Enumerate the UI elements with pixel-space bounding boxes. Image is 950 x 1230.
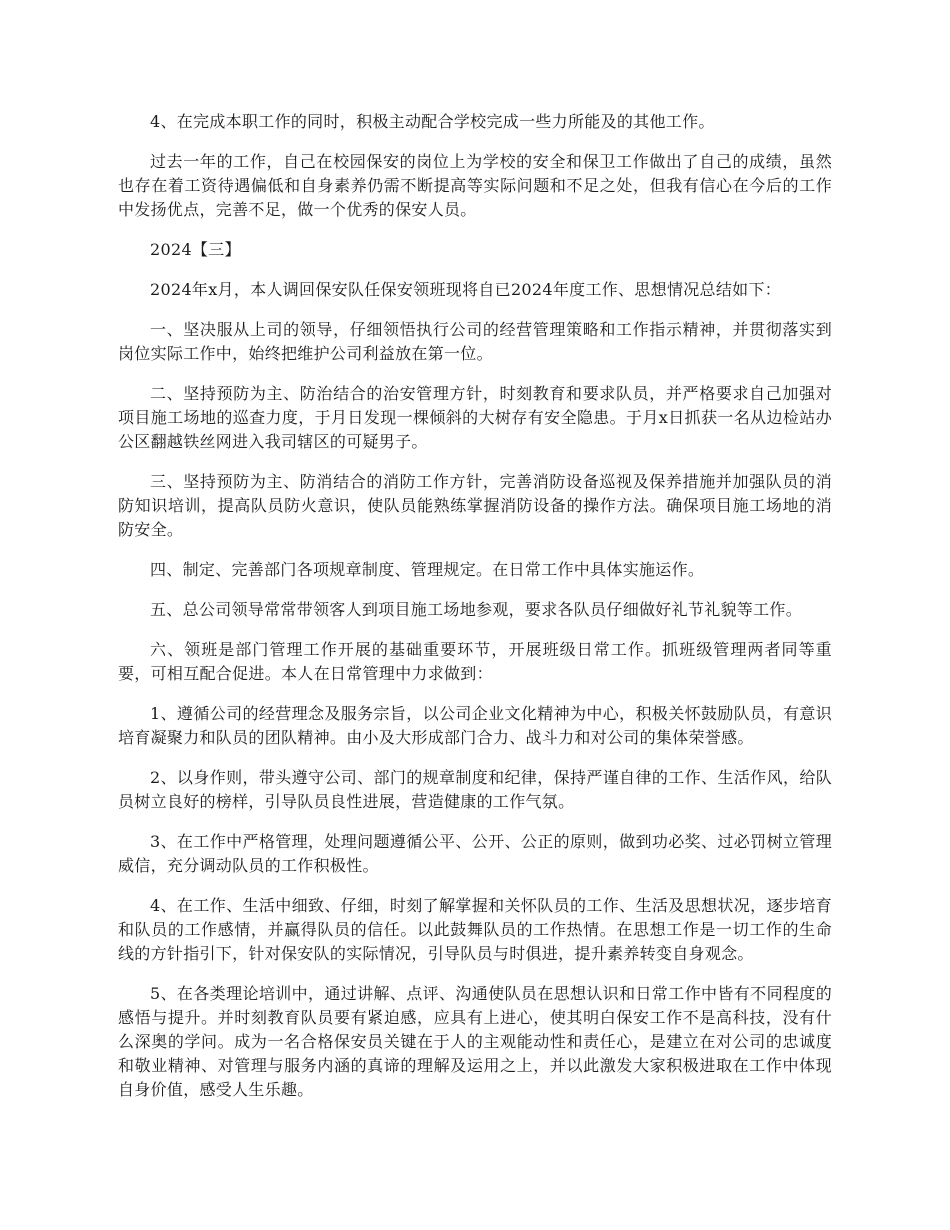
section-heading: 2024【三】 xyxy=(150,240,241,259)
paragraph-point-5: 五、总公司领导常常带领客人到项目施工场地参观，要求各队员仔细做好礼节礼貌等工作。 xyxy=(150,600,803,619)
paragraph-point-6: 六、领班是部门管理工作开展的基础重要环节，开展班级日常工作。抓班级管理两者同等重要，可相互配合促进。本人在日常管理中力求做到： xyxy=(118,640,832,683)
paragraph-subpoint-4: 4、在工作、生活中细致、仔细，时刻了解掌握和关怀队员的工作、生活及思想状况，逐步培育和队员的工作感情，并赢得队员的信任。以此鼓舞队员的工作热情。在思想工作是一切工作的生命线的方针指引下，针对保安队的实际情况，引导队员与时俱进，提升素养转变自身观念。 xyxy=(118,896,832,963)
paragraph-point-2: 二、坚持预防为主、防治结合的治安管理方针，时刻教育和要求队员，并严格要求自己加强对项目施工场地的巡查力度，于月日发现一棵倾斜的大树存有安全隐患。于月x日抓获一名从边检站办公区翻越铁丝网进入我司辖区的可疑男子。 xyxy=(118,384,832,451)
paragraph-subpoint-3: 3、在工作中严格管理，处理问题遵循公平、公开、公正的原则，做到功必奖、过必罚树立管理威信，充分调动队员的工作积极性。 xyxy=(118,832,832,875)
paragraph-year-review: 过去一年的工作，自己在校园保安的岗位上为学校的安全和保卫工作做出了自己的成绩，虽然也存在着工资待遇偏低和自身素养仍需不断提高等实际问题和不足之处，但我有信心在今后的工作中发扬优点，完善不足，做一个优秀的保安人员。 xyxy=(118,152,832,219)
document-body xyxy=(118,110,832,1102)
paragraph-item-4-cooperation: 4、在完成本职工作的同时，积极主动配合学校完成一些力所能及的其他工作。 xyxy=(150,112,715,131)
paragraph-point-1: 一、坚决服从上司的领导，仔细领悟执行公司的经营管理策略和工作指示精神，并贯彻落实到岗位实际工作中，始终把维护公司利益放在第一位。 xyxy=(118,320,832,363)
paragraph-point-4: 四、制定、完善部门各项规章制度、管理规定。在日常工作中具体实施运作。 xyxy=(150,560,705,579)
paragraph-subpoint-5: 5、在各类理论培训中，通过讲解、点评、沟通使队员在思想认识和日常工作中皆有不同程度的感悟与提升。并时刻教育队员要有紧迫感，应具有上进心，使其明白保安工作不是高科技，没有什么深奥的学问。成为一名合格保安员关键在于人的主观能动性和责任心，是建立在对公司的忠诚度和敬业精神、对管理与服务内涵的真谛的理解及运用之上，并以此激发大家积极进取在工作中体现自身价值，感受人生乐趣。 xyxy=(118,984,832,1099)
paragraph-subpoint-1: 1、遵循公司的经营理念及服务宗旨，以公司企业文化精神为中心，积极关怀鼓励队员，有意识培育凝聚力和队员的团队精神。由小及大形成部门合力、战斗力和对公司的集体荣誉感。 xyxy=(118,704,832,747)
paragraph-point-3: 三、坚持预防为主、防消结合的消防工作方针，完善消防设备巡视及保养措施并加强队员的消防知识培训，提高队员防火意识，使队员能熟练掌握消防设备的操作方法。确保项目施工场地的消防安全。 xyxy=(118,472,832,539)
paragraph-subpoint-2: 2、以身作则，带头遵守公司、部门的规章制度和纪律，保持严谨自律的工作、生活作风，给队员树立良好的榜样，引导队员良性进展，营造健康的工作气氛。 xyxy=(118,768,832,811)
paragraph-intro: 2024年x月，本人调回保安队任保安领班现将自已2024年度工作、思想情况总结如下： xyxy=(150,280,782,299)
